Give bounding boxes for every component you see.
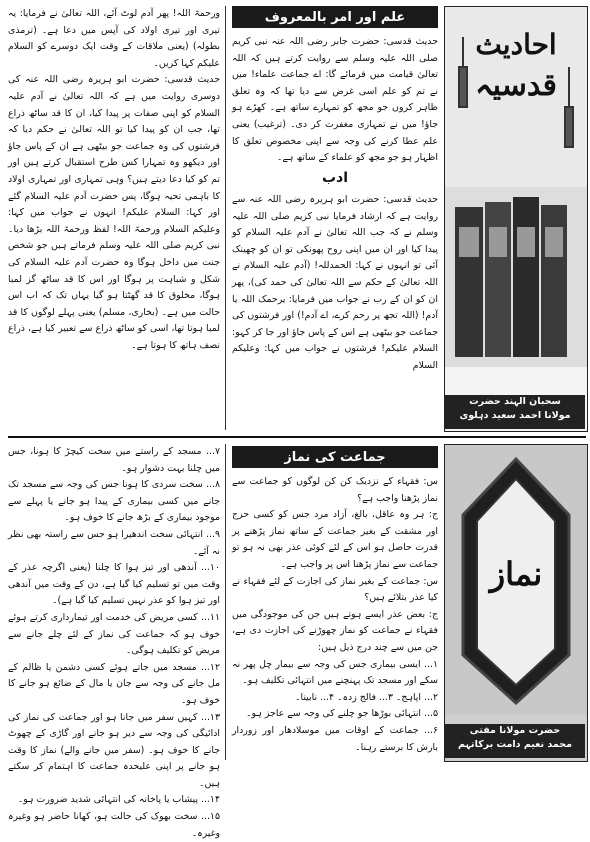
top-middle-column-2 xyxy=(232,192,438,430)
sidebar-top-panel xyxy=(444,6,588,432)
caption-top-line2: مولانا احمد سعید دہلوی xyxy=(459,410,571,421)
top-left-column xyxy=(8,6,220,430)
sidebar-bottom-title: نماز xyxy=(489,555,543,593)
adab-heading: ادب xyxy=(321,170,349,186)
list-item-9: ۹... انتہائی سخت اندھیرا ہو جس سے راستہ بھی نظر نہ آئے۔ xyxy=(8,528,220,557)
list-item-14: ۱۴... پیشاب یا پاخانہ کی انتہائی شدید ضرورت ہو۔ xyxy=(17,794,220,806)
list-item-11: ۱۱... کسی مریض کی خدمت اور تیمارداری کرتے ہوئے خوف ہو کہ جماعت کی نماز کے لئے چلے جانے سے مریض کو تکلیف ہوگی۔ xyxy=(8,611,220,657)
qa-4: ج: بعض عذر ایسے ہوتے ہیں جن کی موجودگی میں فقہاء نے جماعت کو نماز چھوڑنے کی اجازت دی ہے، جن میں سے چند درج ذیل ہیں: xyxy=(232,608,438,653)
bottom-middle-column xyxy=(232,474,438,760)
section-heading-ilm-text: علم اور امر بالمعروف xyxy=(264,9,406,25)
caption-bottom-line1: حضرت مولانا مفتی xyxy=(469,725,561,736)
section-heading-jamaat xyxy=(232,446,438,468)
section-divider xyxy=(8,436,586,438)
sidebar-bottom-panel xyxy=(444,444,588,762)
column-divider-bottom xyxy=(225,444,226,760)
adab-subheading xyxy=(232,168,438,190)
hadith-continued-text: ورحمۃ اللہ! پھر آدم لوٹ آئے، اللہ تعالیٰ نے فرمایا: یہ تیری اور تیری اولاد کی آپس میں دعا ہے۔ (ترمذی بطولہ) (یعنی ملاقات کے وقت ایک دوسرے کو السلام علیکم کہا کریں۔ xyxy=(8,8,220,69)
list-item-7: ۷... مسجد کے راستے میں سخت کیچڑ کا ہونا، جس میں چلنا بہت دشوار ہو۔ xyxy=(8,446,220,474)
qa-7: ۵... انتہائی بوڑھا جو چلنے کی وجہ سے عاجز ہو۔ xyxy=(246,708,438,720)
bottom-left-column xyxy=(8,444,220,839)
list-item-10: ۱۰... آندھی اور تیز ہوا کا چلنا (یعنی اگرچہ عذر کے وقت میں تو تسلیم کیا گیا ہے، دن کے وقت میں آندھی اور تیز ہوا کو عذر نہیں تسلیم کیا گیا ہے)۔ xyxy=(8,562,220,607)
caption-top-line1: سحبان الہند حضرت xyxy=(469,396,561,407)
list-item-8: ۸... سخت سردی کا ہونا جس کی وجہ سے مسجد تک جانے میں کسی بیماری کے پیدا ہو جانے یا پہلے سے موجود بیماری کے بڑھ جانے کا خوف ہو۔ xyxy=(8,479,220,524)
list-item-12: ۱۲... مسجد میں جاتے ہوئے کسی دشمن یا ظالم کے مل جانے کی وجہ سے جان یا مال کے ضائع ہو جانے کا خوف ہو۔ xyxy=(8,661,220,706)
section-heading-ilm xyxy=(232,6,438,28)
books-image xyxy=(445,187,587,367)
list-item-13: ۱۳... کہیں سفر میں جانا ہو اور جماعت کی نماز کی ادائیگی کی وجہ سے دیر ہو جانے اور گاڑی کے چھوٹ جانے کا خوف ہو۔ (سفر میں جانے والے) نماز کا وقت ہو جانے پر اپنی علیحدہ جماعت کا اہتمام کر سکتے ہیں۔ xyxy=(8,711,220,789)
sidebar-title-line1: احادیث xyxy=(475,28,557,61)
list-item-15: ۱۵... سخت بھوک کی حالت ہو، کھانا حاضر ہو وغیرہ وغیرہ۔ xyxy=(8,811,220,839)
sidebar-title-line2: قدسیہ xyxy=(475,68,557,103)
qa-8: ۶... جماعت کے اوقات میں موسلادھار اور زوردار بارش کا برستے رہنا۔ xyxy=(232,724,438,753)
sidebar-top-caption xyxy=(445,395,585,429)
hadith-1-text: حدیث قدسی: حضرت جابر رضی اللہ عنہ نبی کریم صلی اللہ علیہ وسلم سے روایت کرتے ہیں کہ اللہ تعالیٰ قیامت میں فرمائے گا: اے جماعت علماء! میں نے تم کو علم اسی غرض سے دیا تھا کہ وہ تعلق ظاہر کروں جو مجھ کو تمہارے ساتھ ہے۔ کھڑے ہو جاؤ! میں نے تمہاری مغفرت کر دی۔ (ترغیب) یعنی علم عطا کرنے کی وجہ سے اپنی مخصوص تعلق کا اظہار ہو جو مجھ کو علماء کے ساتھ ہے۔ xyxy=(232,36,438,164)
sidebar-top-title xyxy=(445,25,587,107)
column-divider-top xyxy=(225,6,226,430)
qa-1: س: فقہاء کے نزدیک کن کن لوگوں کو جماعت سے نماز پڑھنا واجب ہے؟ xyxy=(232,476,438,504)
qa-3: س: جماعت کے بغیر نماز کی اجازت کے لئے فقہاء نے کیا عذر بتلائے ہیں؟ xyxy=(232,575,438,604)
hadith-3-text: حدیث قدسی: حضرت ابو ہریرہ رضی اللہ عنہ کی دوسری روایت میں ہے کہ اللہ تعالیٰ نے آدم علیہ السلام کو اپنی صفات پر پیدا کیا، ان کا قد ساٹھ ذراع تھا، جب ان کو پیدا کیا تو اللہ تعالیٰ نے حکم دیا کہ فرشتوں کی وہ جماعت جو بیٹھی ہے ان کے پاس جاؤ اور دیکھو وہ تمہارا کس طرح استقبال کرتے ہیں اور تم کو کیا دعا دیتے ہیں؟ وہی تمہاری اور تمہاری اولاد کا باہمی تحیہ ہوگا، پس حضرت آدم علیہ السلام گئے اور کہا: السلام علیکم! انہوں نے جواب میں کہا: وعلیکم السلام ورحمۃ اللہ! لفظ ورحمۃ اللہ بڑھا دیا۔ نبی کریم صلی اللہ علیہ وسلم فرماتے ہیں جو شخص جنت میں داخل ہوگا وہ حضرت آدم علیہ السلام کی شکل و شباہت پر ہوگا اور اس کا قد ساٹھ گز لمبا ہوگا، مخلوق کا قد گھٹتا ہو گیا یہاں تک کہ اب اس حالت میں ہے۔ (بخاری، مسلم) یعنی پہلے لوگوں کا قد لمبا ہوتا تھا، اسی کو ساٹھ ذراع سے تعبیر کیا ہے، ذراع نصف ہاتھ کا ہوتا ہے۔ xyxy=(8,74,220,351)
top-middle-column xyxy=(232,34,438,164)
qa-5: ۱... ایسی بیماری جس کی وجہ سے بیمار چل پھر نہ سکے اور مسجد تک پہنچنے میں انتہائی تکلیف ہو۔ xyxy=(232,658,438,687)
caption-bottom-line2: محمد نعیم دامت برکاتہم xyxy=(458,739,572,750)
hadith-2-text: حدیث قدسی: حضرت ابو ہریرہ رضی اللہ عنہ سے روایت ہے کہ ارشاد فرمایا نبی کریم صلی اللہ علیہ وسلم نے کہ جب اللہ تعالیٰ نے آدم علیہ السلام کو پیدا کیا اور ان میں اپنی روح پھونکی تو ان کو چھینک آئی تو انہوں نے کہا: الحمدللہ! (آدم علیہ السلام نے اللہ تعالیٰ کے حکم سے اللہ تعالیٰ کی حمد کی)، پھر ان کو ان کے رب نے جواب میں فرمایا: یرحمک اللہ یا آدم! (اللہ تجھ پر رحم کرے، اے آدم!) اور فرشتوں کی جماعت جو بیٹھی ہے اس کے پاس جاؤ اور جا کر کہو: السلام علیکم! فرشتوں نے جواب میں کہا: وعلیکم السلام xyxy=(232,194,438,371)
qa-6: ۲... اپاہج۔ ۳... فالج زدہ۔ ۴... نابینا۔ xyxy=(295,691,438,703)
section-heading-jamaat-text: جماعت کی نماز xyxy=(284,449,386,465)
sidebar-bottom-caption xyxy=(445,724,585,758)
qa-2: ج: ہر وہ عاقل، بالغ، آزاد مرد جس کو کسی حرج اور مشقت کے بغیر جماعت کے ساتھ نماز پڑھنے پر قدرت حاصل ہو اس کے لئے کوئی عذر بھی نہ ہو تو جماعت سے نماز پڑھنا اس پر واجب ہے۔ xyxy=(232,509,438,570)
